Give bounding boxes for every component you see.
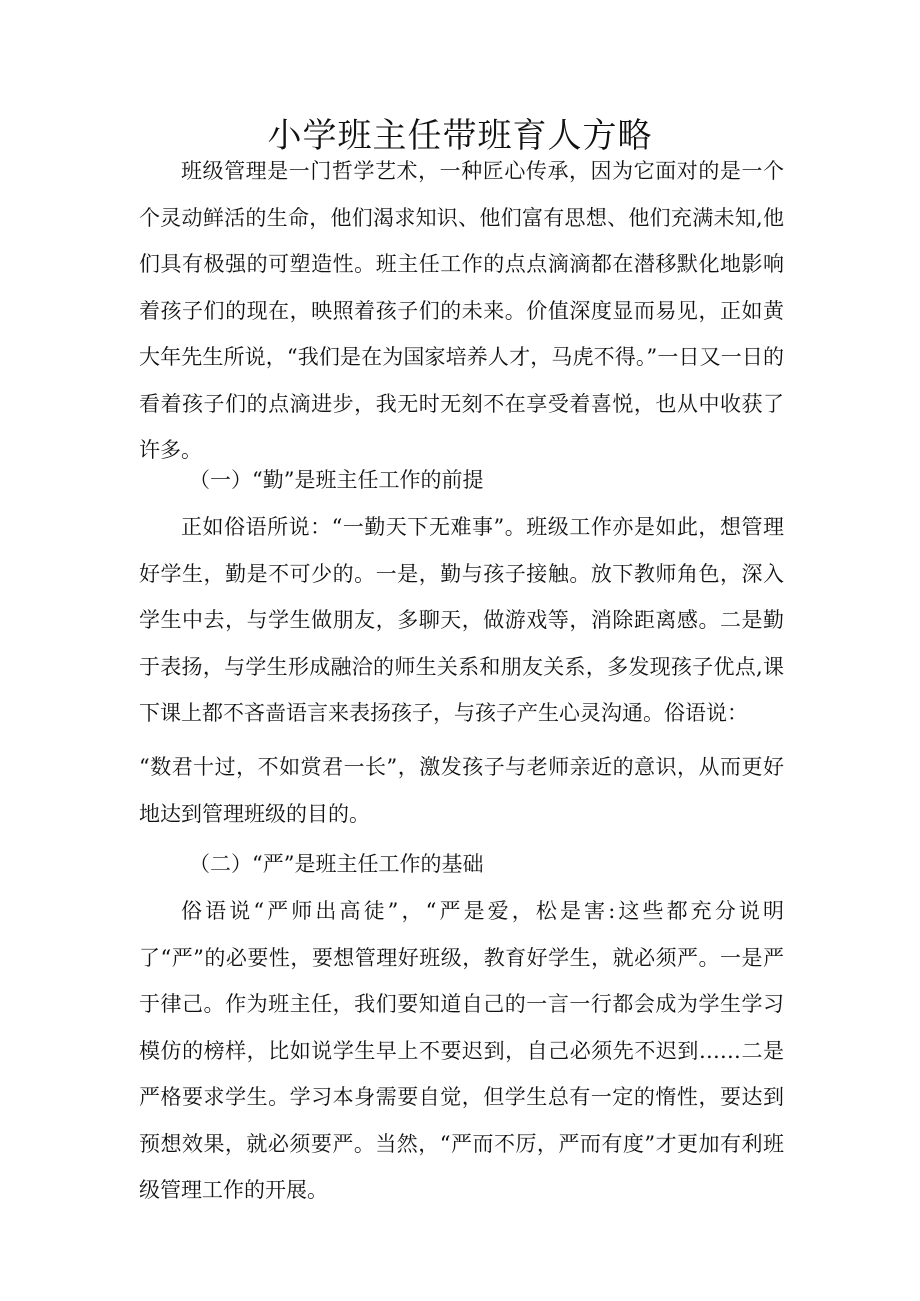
- paragraph-diligence-quote: “数君十过，不如赏君一长”，激发孩子与老师亲近的意识，从而更好地达到管理班级的目的。: [139, 755, 784, 826]
- paragraph-intro: 班级管理是一门哲学艺术，一种匠心传承，因为它面对的是一个个灵动鲜活的生命，他们渴求知识、他们富有思想、他们充满未知,他们具有极强的可塑造性。班主任工作的点点滴滴都在潜移默化地影响着孩子们的现在，映照着孩子们的未来。价值深度显而易见，正如黄大年先生所说，“我们是在为国家培养人才，马虎不得。”一日又一日的看着孩子们的点滴进步，我无时无刻不在享受着喜悦，也从中收获了许多。: [139, 159, 784, 462]
- paragraph-strictness: 俗语说“严师出高徒”，“严是爱，松是害:这些都充分说明了“严”的必要性，要想管理好班级，教育好学生，就必须严。一是严于律己。作为班主任，我们要知道自己的一言一行都会成为学生学习模仿的榜样，比如说学生早上不要迟到，自己必须先不迟到……二是严格要求学生。学习本身需要自觉，但学生总有一定的惰性，要达到预想效果，就必须要严。当然，“严而不厉，严而有度”才更加有利班级管理工作的开展。: [139, 899, 784, 1202]
- document-title: 小学班主任带班育人方略: [267, 116, 653, 156]
- section-heading-strictness: （二）“严”是班主任工作的基础: [189, 852, 484, 876]
- section-heading-diligence: （一）“勤”是班主任工作的前提: [189, 468, 484, 492]
- paragraph-diligence: 正如俗语所说：“一勤天下无难事”。班级工作亦是如此，想管理好学生，勤是不可少的。一是，勤与孩子接触。放下教师角色，深入学生中去，与学生做朋友，多聊天，做游戏等，消除距离感。二是勤于表扬，与学生形成融洽的师生关系和朋友关系，多发现孩子优点,课下课上都不吝啬语言来表扬孩子，与孩子产生心灵沟通。俗语说：: [139, 515, 784, 725]
